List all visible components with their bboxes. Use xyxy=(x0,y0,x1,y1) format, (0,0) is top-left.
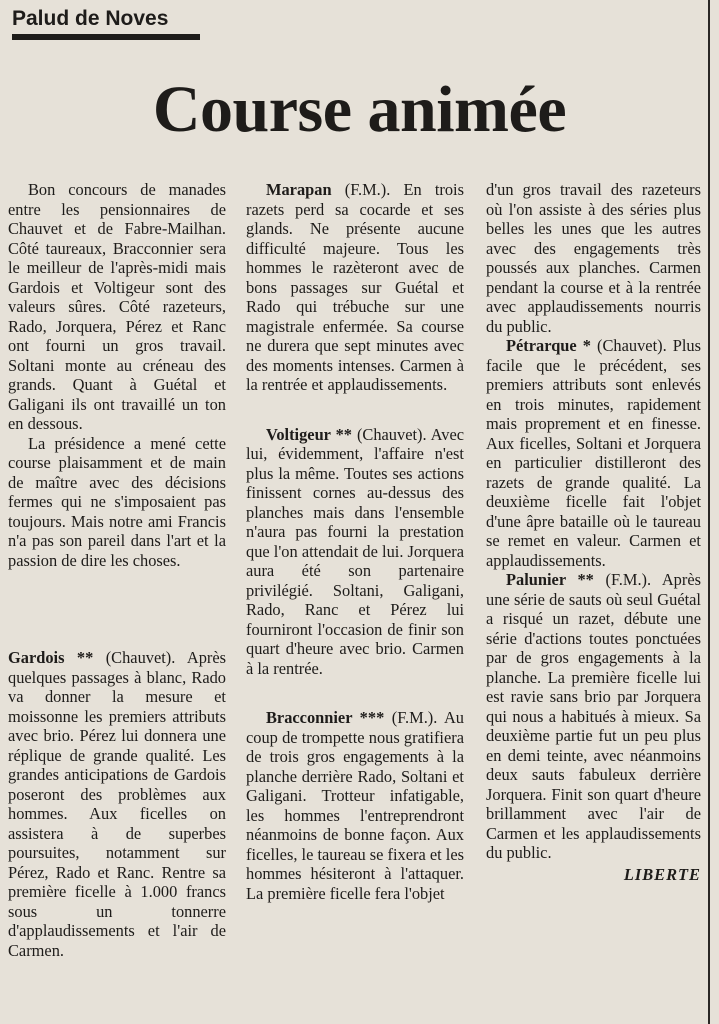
palunier-text: (F.M.). Après une série de sauts où seul Guétal a risqué un razet, débute une série d'actions toutes ponctuées par de gros engagements à la planche. La première ficelle lui est ravie sans brio par Jorquera qui nous a habitués à mieux. Sa deuxième partie fut un peu plus en demi teinte, avec néanmoins deux sauts fabuleux derrière Jorquera. Finit son quart d'heure brillamment avec l'air de Carmen et les applaudissements du public. xyxy=(486,570,701,862)
continuation-paragraph: d'un gros travail des razeteurs où l'on assiste à des séries plus belles les unes que les autres avec des engagements très poussés aux planches. Carmen pendant la course et à la rentrée avec applaudissements nourris du public. xyxy=(486,180,701,336)
voltigeur-text: (Chauvet). Avec lui, évidemment, l'affaire n'est plus la même. Toutes ses actions finissent cornes au-dessus des planches mais dans l'ensemble n'aura pas fourni la prestation que l'on attendait de lui. Jorquera aura été son partenaire privilégié. Soltani, Galigani, Rado, Ranc et Pérez lui fourniront l'occasion de finir son quart d'heure avec brio. Carmen à la rentrée. xyxy=(246,424,464,678)
bull-name-gardois: Gardois ** xyxy=(8,648,94,667)
bull-name-palunier: Palunier ** xyxy=(506,570,594,589)
voltigeur-paragraph xyxy=(246,425,464,679)
bull-name-bracconnier: Bracconnier *** xyxy=(266,708,385,727)
gardois-paragraph xyxy=(8,648,226,960)
column-rule xyxy=(708,0,710,1024)
signature: LIBERTE xyxy=(623,864,701,884)
bull-name-voltigeur: Voltigeur ** xyxy=(266,424,352,444)
marapan-text: (F.M.). En trois razets perd sa cocarde et ses glands. Ne présente aucune difficulté majeure. Tous les hommes le razèteront avec de bons passages sur Guétal et Rado qui trébuche sur une magistrale enfermée. Sa course ne durera que sept minutes avec des moments intenses. Carmen à la rentrée et applaudissements. xyxy=(246,180,464,394)
bull-name-petrarque: Pétrarque * xyxy=(506,336,591,355)
presidence-paragraph: La présidence a mené cette course plaisamment et de main de maître avec des décisions fermes qui ne s'imposaient pas toujours. Mais notre ami Francis n'a pas son pareil dans l'art et la passion de dire les choses. xyxy=(8,433,226,570)
bull-name-marapan: Marapan xyxy=(266,180,332,199)
petrarque-paragraph xyxy=(486,336,701,570)
intro-paragraph: Bon concours de manades entre les pensionnaires de Chauvet et de Fabre-Mailhan. Côté taureaux, Bracconnier sera le meilleur de l'après-midi mais Gardois et Voltigeur sont des valeurs sûres. Côté razeteurs, Rado, Jorquera, Pérez et Ranc ont fourni un gros travail. Soltani monte au créneau des grands. Quant à Guétal et Galigani ils ont travaillé un ton en dessous. xyxy=(8,180,226,433)
article-headline: Course animée xyxy=(152,73,567,146)
article-column-1 xyxy=(8,180,226,960)
bracconnier-paragraph xyxy=(246,708,464,903)
palunier-paragraph xyxy=(486,570,701,863)
article-column-2 xyxy=(246,180,464,903)
article-column-3 xyxy=(486,180,701,884)
marapan-paragraph xyxy=(246,180,464,395)
bracconnier-text: (F.M.). Au coup de trompette nous gratifiera de trois gros engagements à la planche derrière Rado, Soltani et Galigani. Trotteur infatigable, les hommes l'entreprendront néanmoins de bonne façon. Aux ficelles, le taureau se fixera et les hommes hésiteront à l'attaquer. La première ficelle fera l'objet xyxy=(246,708,464,903)
petrarque-text: (Chauvet). Plus facile que le précédent, ses premiers attributs sont enlevés en trois minutes, rapidement mais proprement et en finesse. Aux ficelles, Soltani et Jorquera en particulier distilleront des razets de grande qualité. La deuxième ficelle fait l'objet d'une âpre bataille où le taureau se remet en valeur. Carmen et applaudissements. xyxy=(486,336,701,570)
gardois-text: (Chauvet). Après quelques passages à blanc, Rado va donner la mesure et moissonne les premiers attributs avec brio. Pérez lui donnera une réplique de grande qualité. Les grandes anticipations de Gardois poseront des problèmes aux hommes. Aux ficelles on assistera à de superbes poursuites, notamment sur Pérez, Rado et Ranc. Rentre sa première ficelle à 1.000 francs sous un tonnerre d'applaudissements et l'air de Carmen. xyxy=(8,648,226,960)
section-rubric: Palud de Noves xyxy=(12,6,200,40)
